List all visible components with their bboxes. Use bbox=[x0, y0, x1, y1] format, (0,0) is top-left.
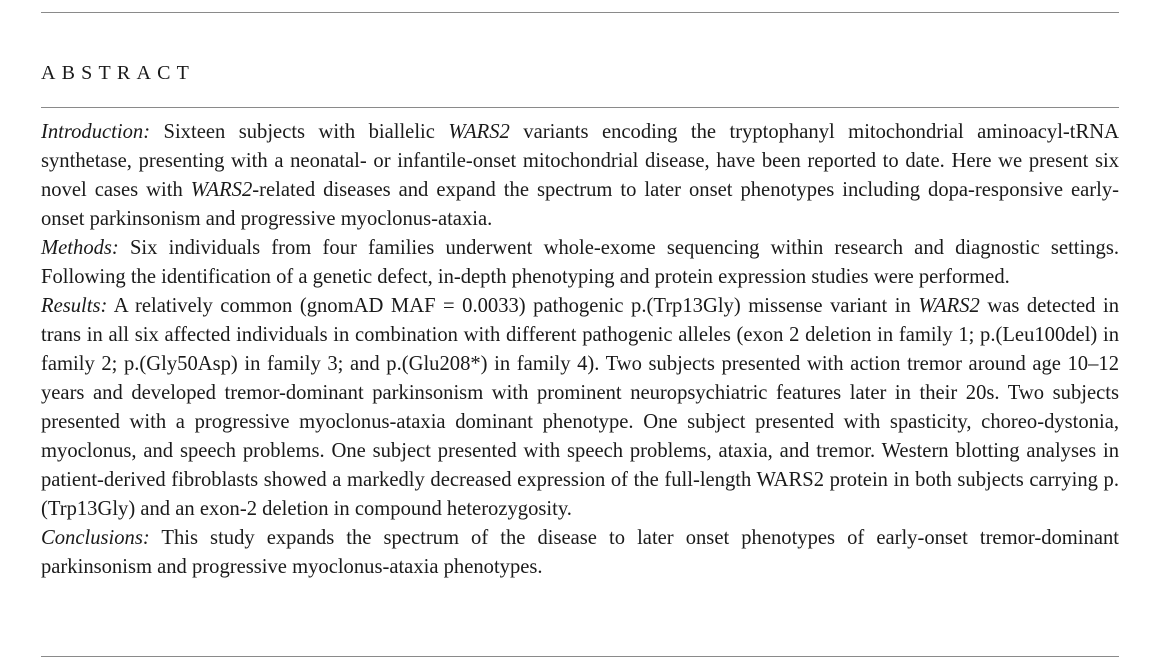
section-results bbox=[41, 292, 1119, 524]
gene-name: WARS2 bbox=[918, 295, 980, 317]
text-run: variants encoding the tryptophanyl mitochondrial aminoacyl-tRNA synthetase, presenting with a neonatal- or infantile-onset mitochondrial disease, have been reported to date. Here we present six novel cases with bbox=[41, 121, 1119, 201]
abstract-body bbox=[41, 118, 1119, 582]
section-label: Introduction: bbox=[41, 121, 151, 143]
top-divider bbox=[41, 12, 1119, 13]
gene-name: WARS2 bbox=[190, 179, 253, 201]
text-run: This study expands the spectrum of the disease to later onset phenotypes of early-onset tremor-dominant parkinsonism and progressive myoclonus-ataxia phenotypes. bbox=[41, 527, 1119, 578]
abstract-heading: ABSTRACT bbox=[41, 62, 196, 84]
section-introduction bbox=[41, 118, 1119, 234]
section-conclusions bbox=[41, 524, 1119, 582]
heading-divider bbox=[41, 107, 1119, 108]
section-methods bbox=[41, 234, 1119, 292]
text-run: Sixteen subjects with biallelic bbox=[150, 121, 449, 143]
bottom-divider bbox=[41, 656, 1119, 657]
gene-name: WARS2 bbox=[448, 121, 510, 143]
section-label: Methods: bbox=[41, 237, 119, 259]
text-run: -related diseases and expand the spectrum to later onset phenotypes including dopa-responsive early-onset parkinsonism and progressive myoclonus-ataxia. bbox=[41, 179, 1119, 230]
section-label: Results: bbox=[41, 295, 108, 317]
text-run: Six individuals from four families underwent whole-exome sequencing within research and diagnostic settings. Following the identification of a genetic defect, in-depth phenotyping and protein expression studies were performed. bbox=[41, 237, 1119, 288]
text-run: A relatively common (gnomAD MAF = 0.0033) pathogenic p.(Trp13Gly) missense variant in bbox=[107, 295, 919, 317]
text-run: was detected in trans in all six affected individuals in combination with different pathogenic alleles (exon 2 deletion in family 1; p.(Leu100del) in family 2; p.(Gly50Asp) in family 3; and p.(Glu208*) in family 4). Two subjects presented with action tremor around age 10–12 years and developed tremor-dominant parkinsonism with prominent neuropsychiatric features later in their 20s. Two subjects presented with a progressive myoclonus-ataxia dominant phenotype. One subject presented with spasticity, choreo-dystonia, myoclonus, and speech problems. One subject presented with speech problems, ataxia, and tremor. Western blotting analyses in patient-derived fibroblasts showed a markedly decreased expression of the full-length WARS2 protein in both subjects carrying p.(Trp13Gly) and an exon-2 deletion in compound heterozygosity. bbox=[41, 295, 1120, 520]
section-label: Conclusions: bbox=[41, 527, 150, 549]
